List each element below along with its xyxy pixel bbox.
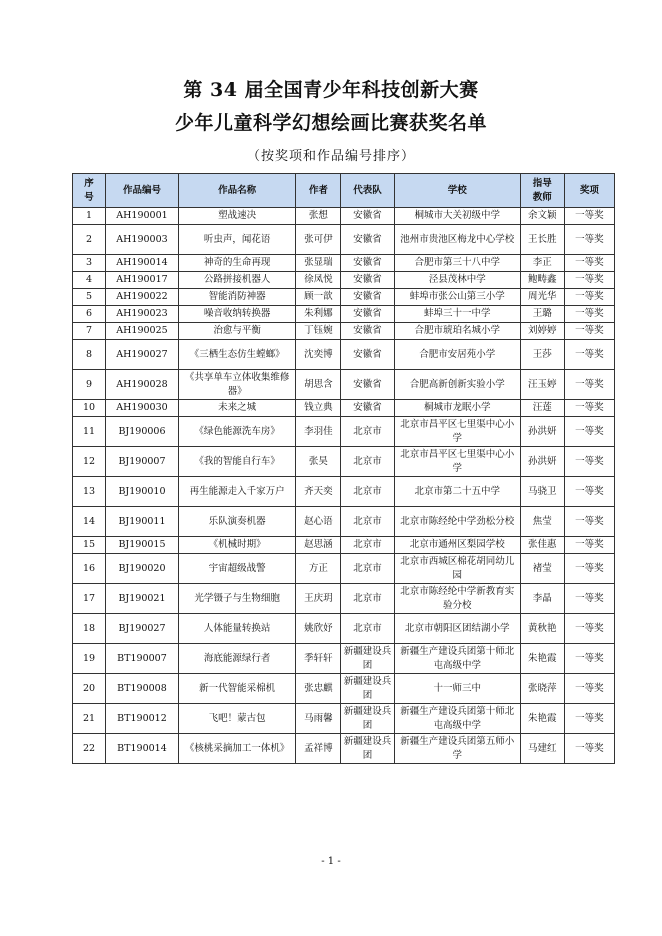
cell-index: 17 [73,584,106,614]
cell-work-title: 《机械时期》 [178,537,296,554]
cell-work-id: BJ190021 [106,584,179,614]
cell-teacher: 鲍畴鑫 [520,272,564,289]
table-row [73,704,615,734]
page-number: - 1 - [321,856,341,867]
cell-author: 丁钰婉 [296,323,341,340]
cell-school: 池州市贵池区梅龙中心学校 [394,225,520,255]
table-row [73,674,615,704]
cell-team: 北京市 [341,417,394,447]
cell-award: 一等奖 [564,584,614,614]
cell-work-title: 宇宙超级战警 [178,554,296,584]
cell-award: 一等奖 [564,734,614,764]
cell-award: 一等奖 [564,674,614,704]
cell-teacher: 李正 [520,255,564,272]
cell-index: 20 [73,674,106,704]
cell-work-title: 《绿色能源洗车房》 [178,417,296,447]
cell-author: 齐天奕 [296,477,341,507]
table-row [73,400,615,417]
cell-school: 北京市陈经纶中学新教育实验分校 [394,584,520,614]
cell-teacher: 黄秋艳 [520,614,564,644]
cell-index: 7 [73,323,106,340]
cell-author: 钱立典 [296,400,341,417]
cell-award: 一等奖 [564,370,614,400]
cell-index: 18 [73,614,106,644]
cell-author: 李羽佳 [296,417,341,447]
cell-work-title: 公路拼接机器人 [178,272,296,289]
cell-index: 4 [73,272,106,289]
cell-index: 16 [73,554,106,584]
cell-work-title: 听虫声，闻花语 [178,225,296,255]
table-row [73,255,615,272]
cell-work-title: 噪音收纳转换器 [178,306,296,323]
cell-index: 5 [73,289,106,306]
cell-team: 北京市 [341,584,394,614]
table-row [73,417,615,447]
cell-award: 一等奖 [564,614,614,644]
table-row [73,734,615,764]
table-row [73,507,615,537]
cell-award: 一等奖 [564,507,614,537]
cell-school: 合肥市安居苑小学 [394,340,520,370]
cell-teacher: 朱艳霞 [520,644,564,674]
cell-work-id: BJ190007 [106,447,179,477]
table-row [73,554,615,584]
cell-author: 孟祥博 [296,734,341,764]
table-row [73,584,615,614]
cell-teacher: 李晶 [520,584,564,614]
cell-award: 一等奖 [564,554,614,584]
cell-author: 朱利娜 [296,306,341,323]
cell-team: 安徽省 [341,208,394,225]
cell-author: 姚欣妤 [296,614,341,644]
table-row [73,225,615,255]
table-row [73,208,615,225]
cell-team: 北京市 [341,554,394,584]
cell-work-id: AH190017 [106,272,179,289]
cell-index: 9 [73,370,106,400]
cell-index: 2 [73,225,106,255]
cell-teacher: 朱艳霞 [520,704,564,734]
table-row [73,272,615,289]
cell-author: 胡思含 [296,370,341,400]
cell-author: 顾一歆 [296,289,341,306]
cell-work-id: BT190012 [106,704,179,734]
cell-work-id: BJ190011 [106,507,179,537]
header-school: 学校 [394,174,520,208]
cell-school: 合肥高新创新实验小学 [394,370,520,400]
cell-teacher: 汪玉婷 [520,370,564,400]
cell-team: 新疆建设兵团 [341,704,394,734]
cell-award: 一等奖 [564,323,614,340]
cell-work-title: 再生能源走入千家万户 [178,477,296,507]
cell-award: 一等奖 [564,306,614,323]
cell-team: 安徽省 [341,323,394,340]
cell-author: 赵思涵 [296,537,341,554]
cell-school: 新疆生产建设兵团第十师北屯高级中学 [394,644,520,674]
table-row [73,537,615,554]
cell-work-title: 飞吧！蒙古包 [178,704,296,734]
cell-author: 赵心语 [296,507,341,537]
cell-author: 季轩轩 [296,644,341,674]
cell-teacher: 王长胜 [520,225,564,255]
cell-work-title: 乐队演奏机器 [178,507,296,537]
cell-school: 泾县茂林中学 [394,272,520,289]
cell-work-title: 新一代智能采棉机 [178,674,296,704]
table-body [73,208,615,764]
cell-school: 北京市通州区梨园学校 [394,537,520,554]
cell-school: 蚌埠市张公山第三小学 [394,289,520,306]
cell-author: 张想 [296,208,341,225]
cell-author: 张可伊 [296,225,341,255]
cell-award: 一等奖 [564,417,614,447]
cell-work-id: AH190022 [106,289,179,306]
cell-school: 桐城市大关初级中学 [394,208,520,225]
document-title-line1: 第 34 届全国青少年科技创新大赛 [183,79,479,101]
cell-work-title: 光学镊子与生物细胞 [178,584,296,614]
cell-award: 一等奖 [564,289,614,306]
cell-work-title: 《我的智能自行车》 [178,447,296,477]
cell-team: 安徽省 [341,340,394,370]
cell-work-id: AH190023 [106,306,179,323]
cell-work-title: 智能消防神器 [178,289,296,306]
cell-team: 安徽省 [341,306,394,323]
awards-table [72,173,615,764]
header-work-title: 作品名称 [178,174,296,208]
cell-author: 张忠麒 [296,674,341,704]
cell-work-id: AH190028 [106,370,179,400]
cell-work-id: BT190014 [106,734,179,764]
cell-school: 北京市西城区棉花胡同幼儿园 [394,554,520,584]
cell-award: 一等奖 [564,537,614,554]
cell-author: 马雨馨 [296,704,341,734]
cell-team: 北京市 [341,537,394,554]
document-title-line2: 少年儿童科学幻想绘画比赛获奖名单 [174,112,487,134]
table-row [73,340,615,370]
cell-teacher: 张晓萍 [520,674,564,704]
cell-index: 12 [73,447,106,477]
table-row [73,447,615,477]
cell-teacher: 周光华 [520,289,564,306]
header-work-id: 作品编号 [106,174,179,208]
cell-team: 北京市 [341,477,394,507]
cell-teacher: 孙洪妍 [520,417,564,447]
cell-school: 合肥市第三十八中学 [394,255,520,272]
header-author: 作者 [296,174,341,208]
cell-work-id: AH190001 [106,208,179,225]
cell-teacher: 孙洪妍 [520,447,564,477]
cell-school: 十一师三中 [394,674,520,704]
cell-work-title: 海底能源绿行者 [178,644,296,674]
cell-award: 一等奖 [564,447,614,477]
cell-team: 北京市 [341,507,394,537]
cell-school: 北京市昌平区七里渠中心小学 [394,447,520,477]
cell-work-id: BT190008 [106,674,179,704]
cell-team: 北京市 [341,447,394,477]
cell-school: 北京市第二十五中学 [394,477,520,507]
cell-work-id: BJ190006 [106,417,179,447]
header-award: 奖项 [564,174,614,208]
cell-index: 19 [73,644,106,674]
cell-award: 一等奖 [564,704,614,734]
cell-author: 王庆玥 [296,584,341,614]
cell-teacher: 张佳惠 [520,537,564,554]
table-row [73,614,615,644]
cell-team: 安徽省 [341,225,394,255]
cell-index: 6 [73,306,106,323]
cell-award: 一等奖 [564,340,614,370]
cell-school: 北京市陈经纶中学劲松分校 [394,507,520,537]
cell-award: 一等奖 [564,477,614,507]
cell-work-title: 未来之城 [178,400,296,417]
table-row [73,323,615,340]
cell-teacher: 马建红 [520,734,564,764]
cell-index: 13 [73,477,106,507]
cell-team: 安徽省 [341,370,394,400]
cell-school: 桐城市龙眠小学 [394,400,520,417]
cell-index: 11 [73,417,106,447]
cell-team: 新疆建设兵团 [341,674,394,704]
cell-work-title: 神奇的生命再现 [178,255,296,272]
header-team: 代表队 [341,174,394,208]
cell-work-title: 治愈与平衡 [178,323,296,340]
cell-award: 一等奖 [564,272,614,289]
cell-work-id: AH190014 [106,255,179,272]
cell-index: 10 [73,400,106,417]
cell-work-title: 《三栖生态仿生螳螂》 [178,340,296,370]
cell-work-id: AH190025 [106,323,179,340]
cell-work-id: AH190003 [106,225,179,255]
cell-teacher: 王莎 [520,340,564,370]
cell-award: 一等奖 [564,255,614,272]
cell-work-id: BJ190027 [106,614,179,644]
cell-school: 北京市朝阳区团结湖小学 [394,614,520,644]
cell-author: 徐凤悦 [296,272,341,289]
cell-school: 蚌埠三十一中学 [394,306,520,323]
cell-award: 一等奖 [564,644,614,674]
table-row [73,306,615,323]
cell-award: 一等奖 [564,208,614,225]
cell-author: 张昊 [296,447,341,477]
cell-school: 新疆生产建设兵团第十师北屯高级中学 [394,704,520,734]
cell-school: 合肥市琥珀名城小学 [394,323,520,340]
cell-work-id: BT190007 [106,644,179,674]
cell-index: 21 [73,704,106,734]
cell-school: 北京市昌平区七里渠中心小学 [394,417,520,447]
cell-team: 北京市 [341,614,394,644]
cell-author: 沈奕博 [296,340,341,370]
cell-team: 安徽省 [341,400,394,417]
cell-teacher: 褚莹 [520,554,564,584]
cell-work-id: BJ190010 [106,477,179,507]
cell-teacher: 马骁卫 [520,477,564,507]
cell-teacher: 汪莲 [520,400,564,417]
cell-index: 15 [73,537,106,554]
cell-school: 新疆生产建设兵团第五师小学 [394,734,520,764]
cell-award: 一等奖 [564,225,614,255]
cell-index: 1 [73,208,106,225]
table-row [73,644,615,674]
cell-team: 安徽省 [341,272,394,289]
cell-index: 22 [73,734,106,764]
cell-team: 新疆建设兵团 [341,644,394,674]
header-teacher: 指导教师 [520,174,564,208]
table-header-row [73,174,615,208]
cell-index: 14 [73,507,106,537]
cell-index: 8 [73,340,106,370]
cell-work-title: 《核桃采摘加工一体机》 [178,734,296,764]
cell-teacher: 王璐 [520,306,564,323]
cell-work-id: BJ190020 [106,554,179,584]
cell-work-id: AH190030 [106,400,179,417]
table-row [73,289,615,306]
document-subtitle: （按奖项和作品编号排序） [246,149,415,164]
cell-work-title: 人体能量转换站 [178,614,296,644]
header-index: 序号 [73,174,106,208]
cell-teacher: 刘婷婷 [520,323,564,340]
cell-author: 方正 [296,554,341,584]
cell-work-id: BJ190015 [106,537,179,554]
cell-work-id: AH190027 [106,340,179,370]
cell-team: 安徽省 [341,255,394,272]
table-row [73,370,615,400]
cell-work-title: 《共享单车立体收集维修器》 [178,370,296,400]
cell-index: 3 [73,255,106,272]
table-row [73,477,615,507]
cell-award: 一等奖 [564,400,614,417]
cell-author: 张显瑞 [296,255,341,272]
cell-team: 安徽省 [341,289,394,306]
cell-teacher: 焦莹 [520,507,564,537]
cell-work-title: 塑战速决 [178,208,296,225]
cell-team: 新疆建设兵团 [341,734,394,764]
cell-teacher: 余文颖 [520,208,564,225]
